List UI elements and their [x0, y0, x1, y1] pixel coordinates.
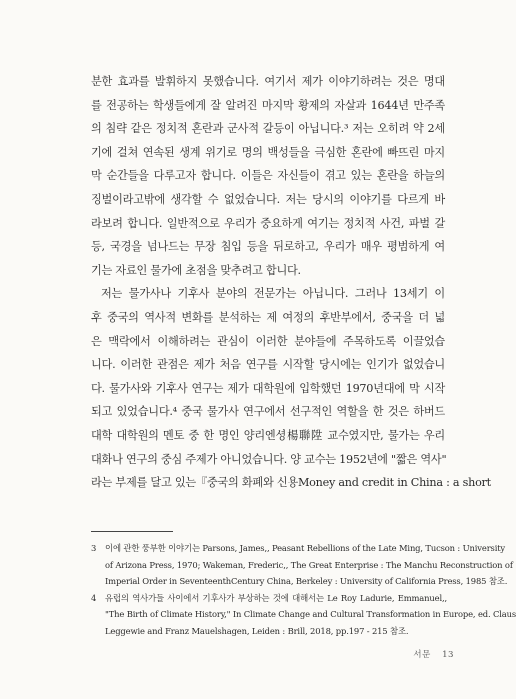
text-line: 등, 국경을 넘나드는 무장 침입 등을 뒤로하고, 우리가 매우 평범하게 여	[91, 240, 445, 254]
text-line: 다. 물가사와 기후사 연구는 제가 대학원에 입학했던 1970년대에 막 시작	[91, 381, 445, 395]
page-number: 13	[442, 650, 454, 660]
text-line: 기에 걸쳐 연속된 생계 위기로 명의 백성들을 극심한 혼란에 빠뜨린 마지	[91, 145, 445, 159]
text-line: 대학 대학원의 멘토 중 한 명인 양리엔셩楊聯陞 교수였지만, 물가는 우리	[91, 428, 445, 442]
footnote-line: 유럽의 역사가들 사이에서 기후사가 부상하는 것에 대해서는 Le Roy Ladurie, Emmanuel,,	[105, 592, 447, 603]
footnote-number: 4	[91, 592, 97, 603]
footnote	[91, 590, 516, 640]
footnote-divider	[91, 531, 173, 532]
running-footer	[405, 648, 454, 660]
footnote-line: 이에 관한 풍부한 이야기는 Parsons, James,, Peasant Rebellions of the Late Ming, Tucson : University	[105, 543, 506, 553]
text-line: 막 순간들을 다루고자 합니다. 이들은 자신들이 겪고 있는 혼란을 하늘의	[91, 169, 445, 183]
text-line: 분한 효과를 발휘하지 못했습니다. 여기서 제가 이야기하려는 것은 명대	[91, 75, 445, 88]
text-line: 의 침략 같은 정치적 혼란과 군사적 갈등이 아닙니다.³ 저는 오히려 약 2세	[91, 122, 445, 136]
text-line: 기는 자료인 물가에 초점을 맞추려고 합니다.	[91, 263, 301, 277]
text-line: 대화나 연구의 중심 주제가 아니었습니다. 양 교수는 1952년에 "짧은 역사"	[91, 452, 447, 466]
text-line: 라보려 합니다. 일반적으로 우리가 중요하게 여기는 정치적 사건, 파벌 갈	[91, 216, 445, 230]
footnote-line: of Arizona Press, 1970; Wakeman, Frederic,, The Great Enterprise : The Manchu Reconstruction of	[105, 559, 513, 570]
body-text	[91, 70, 491, 495]
footnote-line: Imperial Order in SeventeenthCentury China, Berkeley : University of California Press, 1985 참조.	[105, 576, 508, 587]
text-line: 징벌이라고밖에 생각할 수 없었습니다. 저는 당시의 이야기를 다르게 바	[91, 192, 445, 206]
footnotes	[91, 540, 516, 640]
section-title: 서문	[413, 650, 431, 660]
text-line: 되고 있었습니다.⁴ 중국 물가사 연구에서 선구적인 역할을 한 것은 하버드	[91, 405, 445, 419]
footnote	[91, 540, 513, 590]
text-line: 후 중국의 역사적 변화를 분석하는 제 여정의 후반부에서, 중국을 더 넓	[91, 310, 445, 324]
text-line: 니다. 이러한 관점은 제가 처음 연구를 시작할 당시에는 인기가 없었습니	[91, 358, 445, 372]
footnote-number: 3	[91, 543, 97, 553]
footnote-line: "The Birth of Climate History," In Climate Change and Cultural Transformation in Europe, ed. Claus	[105, 609, 516, 620]
text-line: 저는 물가사나 기후사 분야의 전문가는 아닙니다. 그러나 13세기 이	[101, 287, 445, 301]
text-line: 은 맥락에서 이해하려는 관심이 이러한 분야들에 주목하도록 이끌었습	[91, 334, 445, 348]
text-line: 를 전공하는 학생들에게 잘 알려진 마지막 황제의 자살과 1644년 만주족	[91, 98, 445, 112]
text-line: 라는 부제를 달고 있는『중국의 화폐와 신용Money and credit in China : a short	[91, 476, 491, 490]
footnote-line: Leggewie and Franz Mauelshagen, Leiden : Brill, 2018, pp.197 - 215 참조.	[105, 625, 409, 636]
